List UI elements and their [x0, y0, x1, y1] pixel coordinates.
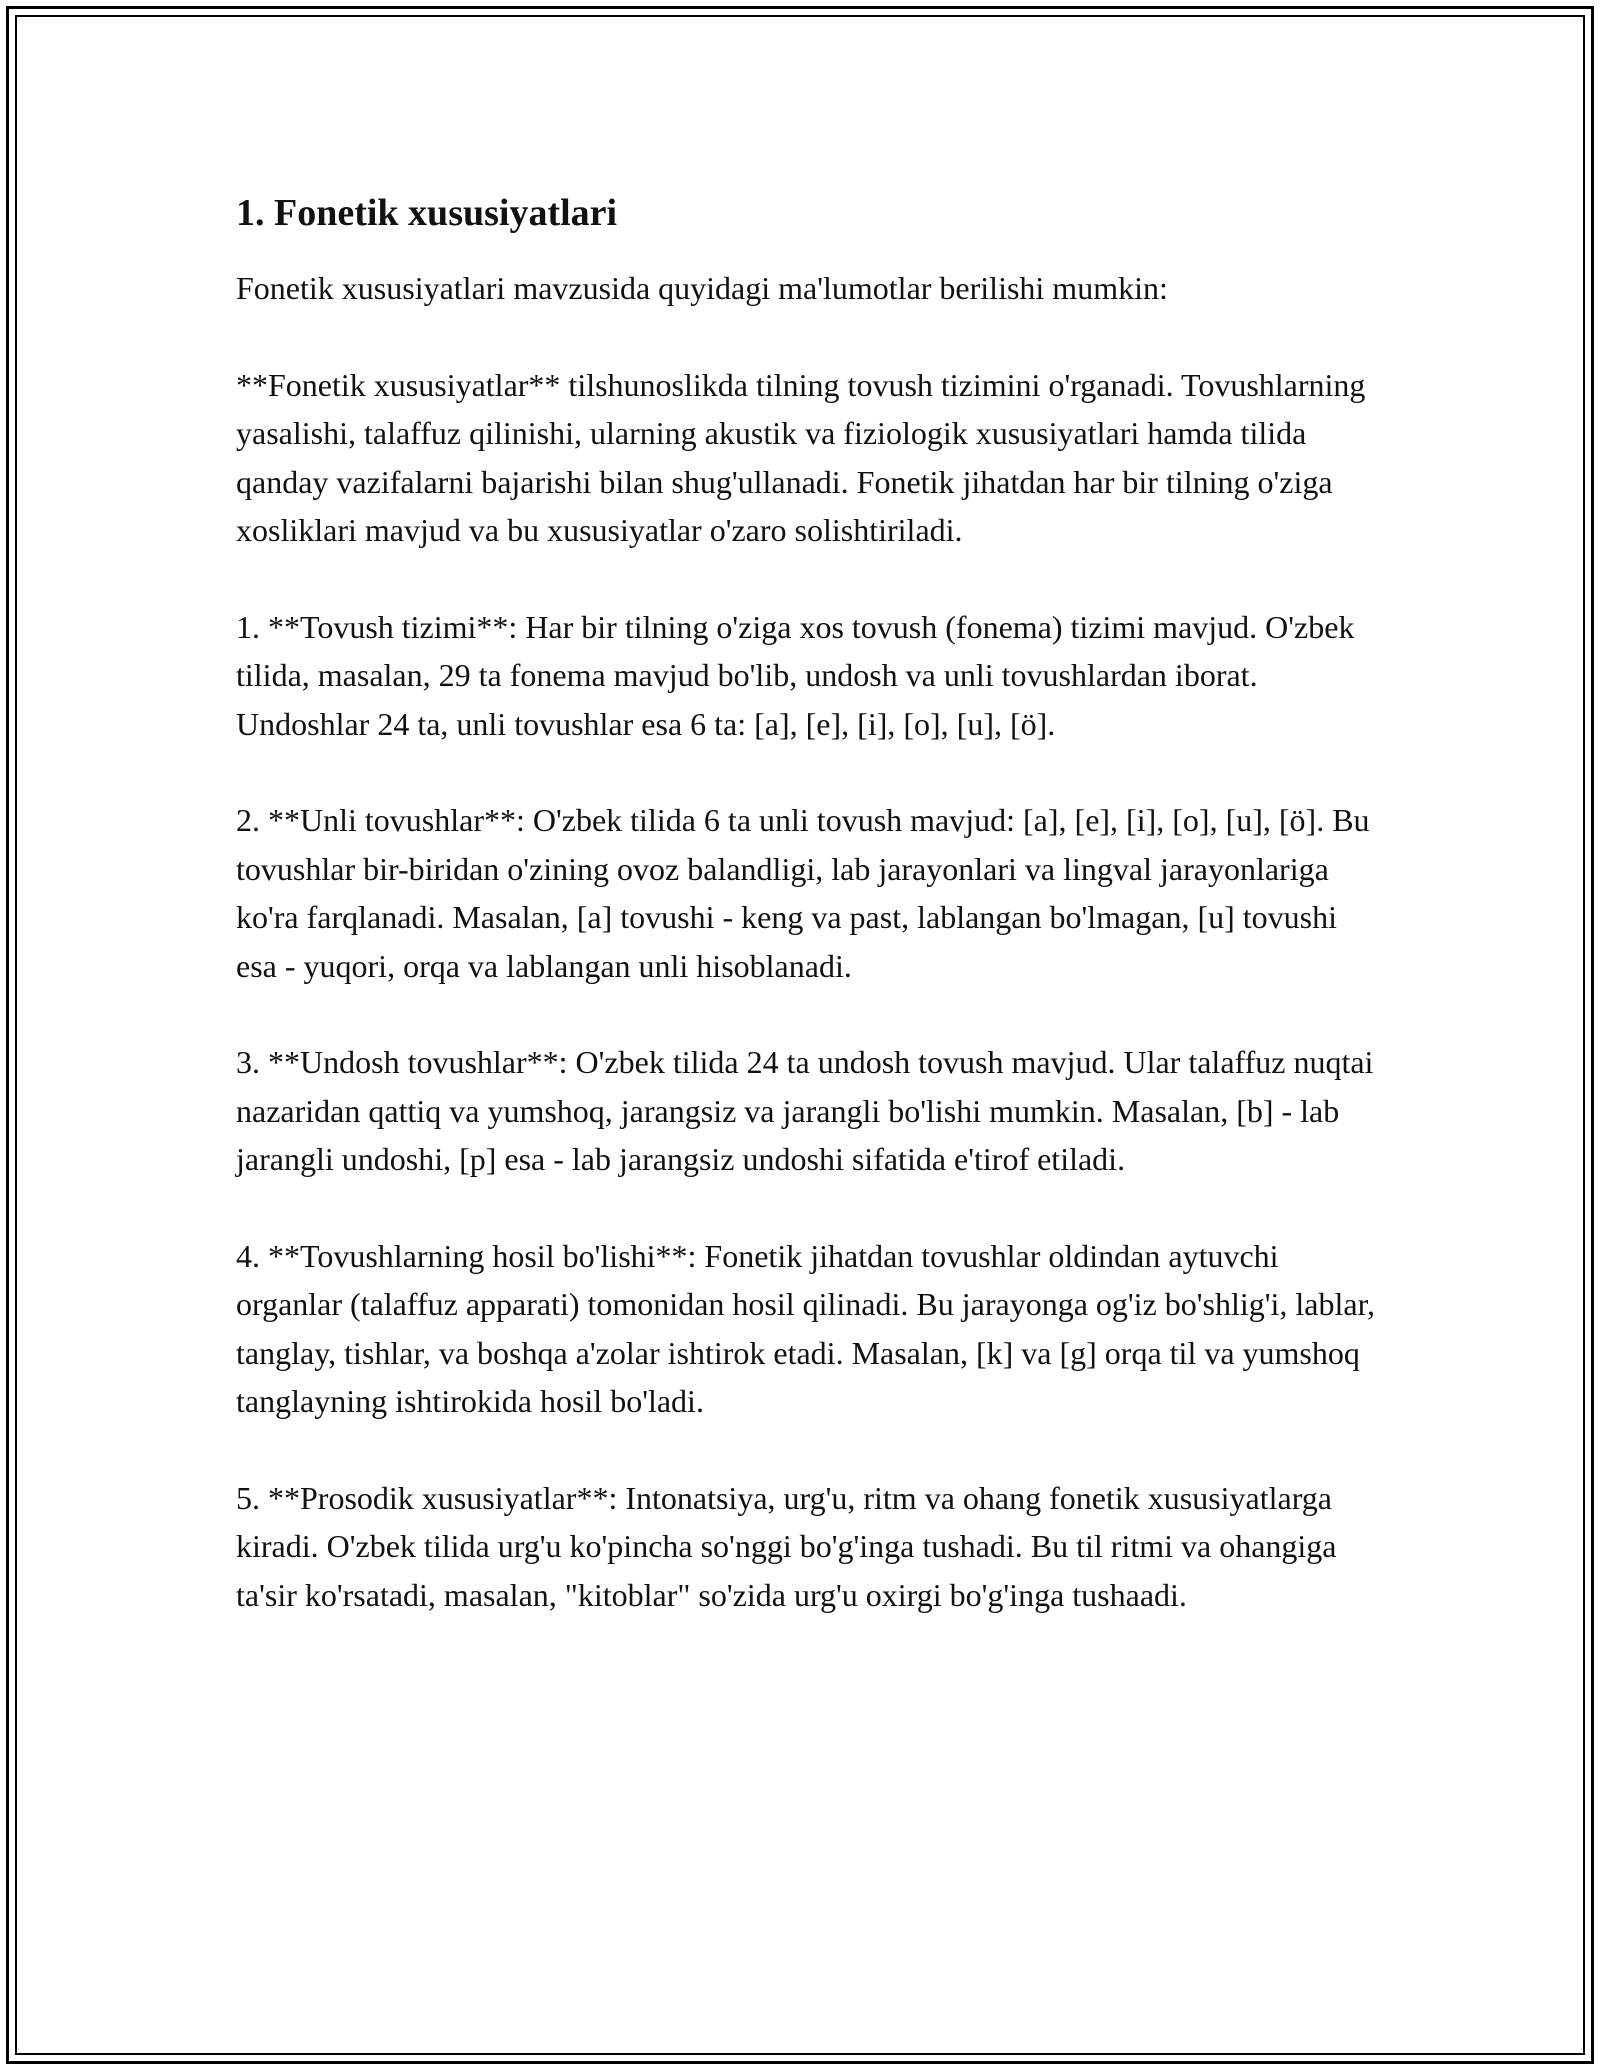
intro-paragraph: Fonetik xususiyatlari mavzusida quyidagi ma'lumotlar berilishi mumkin: [236, 270, 1168, 306]
list-item-vowels: 2. **Unli tovushlar**: O'zbek tilida 6 ta unli tovush mavjud: [a], [e], [i], [o], [u], [ö]. Bu tovushlar bir-biridan o'zining ovoz balandligi, lab jarayonlari va lingval jarayonlariga ko'ra farqlanadi. Masalan, [a] tovushi - keng va past, lablangan bo'lmagan, [u] tovushi esa - yuqori, orqa va lablangan unli hisoblanadi. [236, 802, 1370, 984]
section-heading: 1. Fonetik xususiyatlari [236, 192, 618, 234]
list-item-consonants: 3. **Undosh tovushlar**: O'zbek tilida 24 ta undosh tovush mavjud. Ular talaffuz nuqtai nazaridan qattiq va yumshoq, jarangsiz va jarangli bo'lishi mumkin. Masalan, [b] - lab jarangli undoshi, [p] esa - lab jarangsiz undoshi sifatida e'tirof etiladi. [236, 1044, 1374, 1177]
list-item-sound-formation: 4. **Tovushlarning hosil bo'lishi**: Fonetik jihatdan tovushlar oldindan aytuvchi organlar (talaffuz apparati) tomonidan hosil qilinadi. Bu jarayonga og'iz bo'shlig'i, lablar, tanglay, tishlar, va boshqa a'zolar ishtirok etadi. Masalan, [k] va [g] orqa til va yumshoq tanglayning ishtirokida hosil bo'ladi. [236, 1237, 1375, 1419]
definition-paragraph: **Fonetik xususiyatlar** tilshunoslikda tilning tovush tizimini o'rganadi. Tovushlarning yasalishi, talaffuz qilinishi, ularning akustik va fiziologik xususiyatlari hamda tilida qanday vazifalarni bajarishi bilan shug'ullanadi. Fonetik jihatdan har bir tilning o'ziga xosliklari mavjud va bu xususiyatlar o'zaro solishtiriladi. [236, 366, 1366, 548]
list-item-prosodic-features: 5. **Prosodik xususiyatlar**: Intonatsiya, urg'u, ritm va ohang fonetik xususiyatlarga kiradi. O'zbek tilida urg'u ko'pincha so'nggi bo'g'inga tushadi. Bu til ritmi va ohangiga ta'sir ko'rsatadi, masalan, "kitoblar" so'zida urg'u oxirgi bo'g'inga tushaadi. [236, 1479, 1337, 1613]
list-item-sound-system: 1. **Tovush tizimi**: Har bir tilning o'ziga xos tovush (fonema) tizimi mavjud. O'zbek tilida, masalan, 29 ta fonema mavjud bo'lib, undosh va unli tovushlardan iborat. Undoshlar 24 ta, unli tovushlar esa 6 ta: [a], [e], [i], [o], [u], [ö]. [236, 608, 1355, 742]
document-body [236, 188, 1376, 1667]
